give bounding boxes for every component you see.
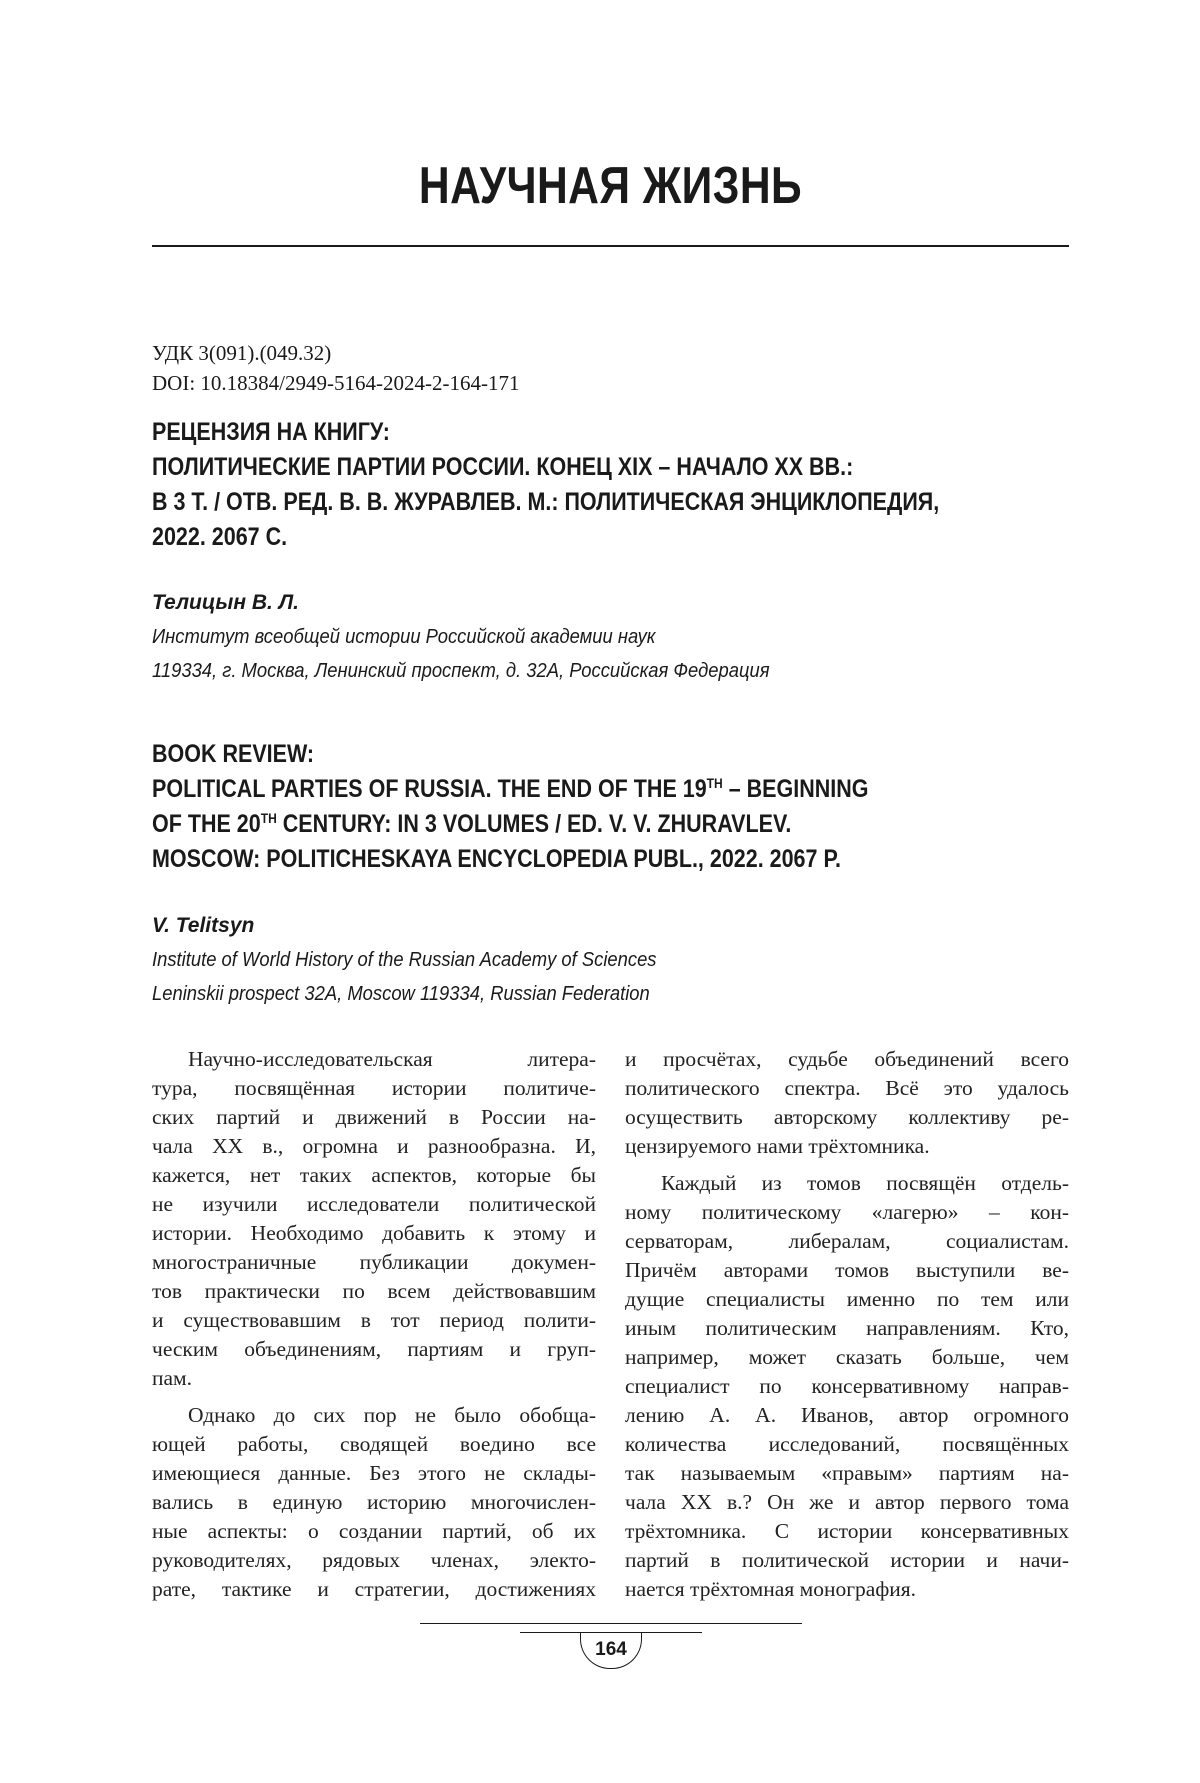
page-number: 164	[580, 1632, 642, 1669]
body-line: истории. Необходимо добавить к этому и	[152, 1221, 596, 1245]
body-line: количества исследований, посвящённых	[625, 1432, 1069, 1456]
ru-title-line: В 3 Т. / ОТВ. РЕД. В. В. ЖУРАВЛЕВ. М.: ПОЛИТИЧЕСКАЯ ЭНЦИКЛОПЕДИЯ,	[152, 488, 940, 516]
body-line: кажется, нет таких аспектов, которые бы	[152, 1163, 596, 1187]
en-title-text: CENTURY: IN 3 VOLUMES / ED. V. V. ZHURAVLEV.	[276, 810, 792, 838]
body-line: не изучили исследователи политической	[152, 1192, 596, 1216]
en-title-line: MOSCOW: POLITICHESKAYA ENCYCLOPEDIA PUBL., 2022. 2067 P.	[152, 845, 841, 873]
title-divider	[152, 245, 1069, 247]
en-affiliation	[152, 943, 657, 1011]
body-line: серваторам, либералам, социалистам.	[625, 1229, 1069, 1253]
body-column-right	[625, 1045, 1069, 1604]
body-line: тов практически по всем действовавшим	[152, 1279, 596, 1303]
paragraph-gap	[152, 1393, 596, 1401]
ru-title-line: ПОЛИТИЧЕСКИЕ ПАРТИИ РОССИИ. КОНЕЦ XIX – НАЧАЛО XX ВВ.:	[152, 453, 854, 481]
body-line: и существовавшим в тот период полити-	[152, 1308, 596, 1332]
body-line: пам.	[152, 1366, 193, 1390]
body-line: имеющиеся данные. Без этого не склады-	[152, 1461, 596, 1485]
ru-affiliation-line: 119334, г. Москва, Ленинский проспект, д. 32А, Российская Федерация	[152, 660, 770, 682]
body-line: политического спектра. Всё это удалось	[625, 1076, 1069, 1100]
body-line: дущие специалисты именно по тем или	[625, 1287, 1069, 1311]
udk-code: УДК 3(091).(049.32)	[152, 341, 332, 365]
section-title: НАУЧНАЯ ЖИЗНЬ	[418, 157, 803, 215]
en-title-superscript: TH	[706, 775, 723, 791]
body-line: осуществить авторскому коллективу ре-	[625, 1105, 1069, 1129]
ru-article-title	[152, 415, 941, 555]
body-line: цензируемого нами трёхтомника.	[625, 1134, 930, 1158]
en-article-title	[152, 737, 941, 877]
body-line: партий в политической истории и начи-	[625, 1548, 1069, 1572]
body-line: иным политическим направлениям. Кто,	[625, 1316, 1069, 1340]
body-line: Каждый из томов посвящён отдель-	[661, 1171, 1069, 1195]
en-title-text: POLITICAL PARTIES OF RUSSIA. THE END OF THE 19	[152, 775, 707, 803]
en-author: V. Telitsyn	[152, 914, 255, 937]
body-line: руководителях, рядовых членах, электо-	[152, 1548, 596, 1572]
en-title-line	[152, 807, 941, 842]
body-column-left	[152, 1045, 596, 1604]
article-meta	[152, 338, 519, 398]
body-line: чала XX в.? Он же и автор первого тома	[625, 1490, 1069, 1514]
footer-rule	[420, 1623, 802, 1624]
body-line: Однако до сих пор не было обобща-	[188, 1403, 596, 1427]
body-line: трёхтомника. С истории консервативных	[625, 1519, 1069, 1543]
ru-author: Телицын В. Л.	[152, 591, 299, 614]
ru-title-line: 2022. 2067 С.	[152, 523, 288, 551]
ru-affiliation	[152, 620, 770, 688]
body-line: многостраничные публикации докумен-	[152, 1250, 596, 1274]
body-line: Причём авторами томов выступили ве-	[625, 1258, 1069, 1282]
body-line: нается трёхтомная монография.	[625, 1577, 917, 1601]
en-affiliation-line: Leninskii prospect 32A, Moscow 119334, Russian Federation	[152, 983, 650, 1005]
body-line: ющей работы, сводящей воедино все	[152, 1432, 596, 1456]
body-line: ному политическому «лагерю» – кон-	[625, 1200, 1069, 1224]
body-line: тура, посвящённая истории политиче-	[152, 1076, 596, 1100]
body-line: рате, тактике и стратегии, достижениях	[152, 1577, 596, 1601]
journal-page	[152, 0, 1069, 1783]
body-line: специалист по консервативному направ-	[625, 1374, 1069, 1398]
body-line: Научно-исследовательская литера-	[188, 1047, 596, 1071]
body-line: ских партий и движений в России на-	[152, 1105, 596, 1129]
en-affiliation-line: Institute of World History of the Russian Academy of Sciences	[152, 949, 657, 971]
en-title-text: OF THE 20	[152, 810, 261, 838]
body-line: например, может сказать больше, чем	[625, 1345, 1069, 1369]
en-title-line: BOOK REVIEW:	[152, 740, 315, 768]
ru-title-line: РЕЦЕНЗИЯ НА КНИГУ:	[152, 418, 390, 446]
body-line: ные аспекты: о создании партий, об их	[152, 1519, 596, 1543]
paragraph-gap	[625, 1161, 1069, 1169]
body-line: лению А. А. Иванов, автор огромного	[625, 1403, 1069, 1427]
body-line: так называемым «правым» партиям на-	[625, 1461, 1069, 1485]
body-line: ческим объединениям, партиям и груп-	[152, 1337, 596, 1361]
doi: DOI: 10.18384/2949-5164-2024-2-164-171	[152, 371, 520, 395]
body-line: чала XX в., огромна и разнообразна. И,	[152, 1134, 596, 1158]
en-title-text: – BEGINNING	[722, 775, 869, 803]
body-line: и просчётах, судьбе объединений всего	[625, 1047, 1069, 1071]
ru-affiliation-line: Институт всеобщей истории Российской академии наук	[152, 626, 656, 648]
en-title-line	[152, 772, 941, 807]
body-line: вались в единую историю многочислен-	[152, 1490, 596, 1514]
en-title-superscript: TH	[260, 810, 277, 826]
